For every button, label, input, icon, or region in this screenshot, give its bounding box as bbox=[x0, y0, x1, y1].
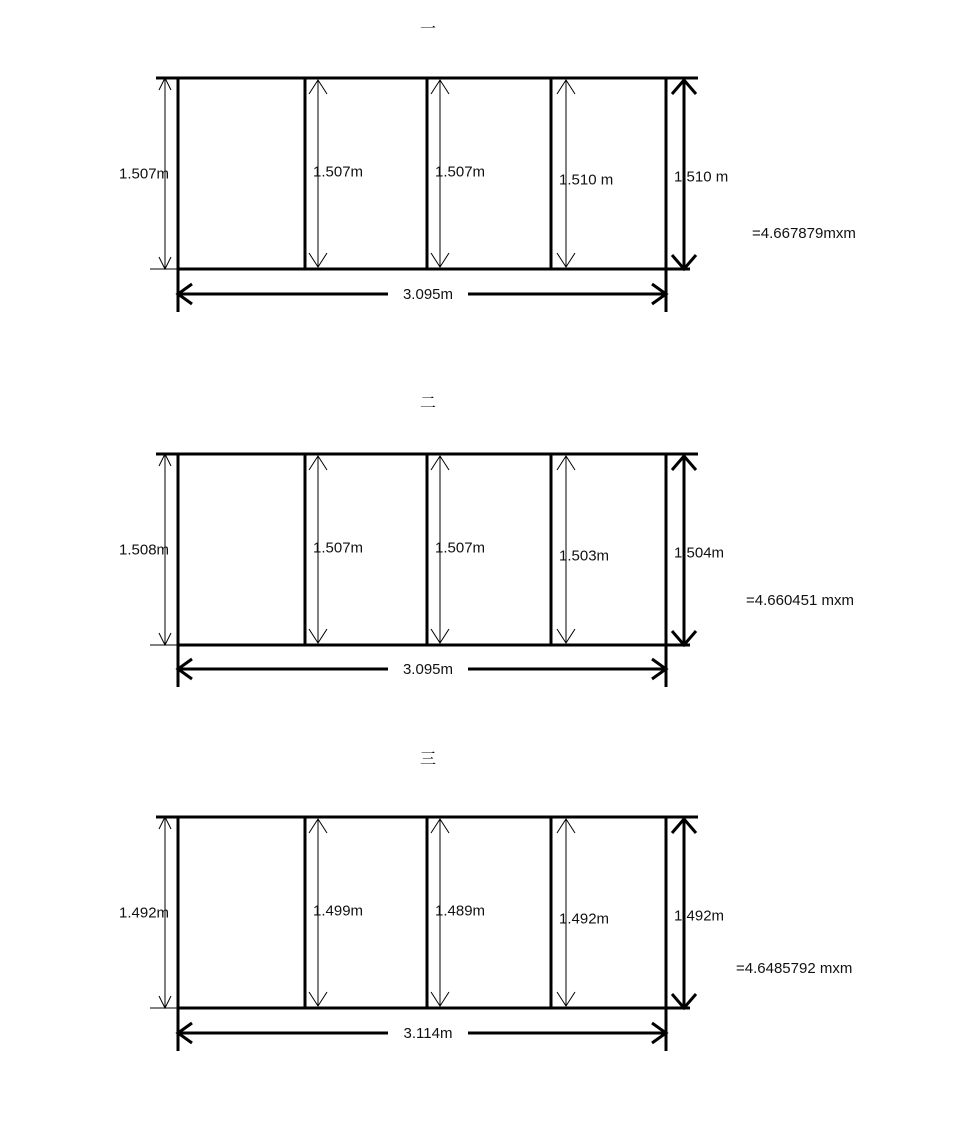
height-label-left: 1.507m bbox=[119, 165, 170, 183]
height-label-right: 1.504m bbox=[674, 544, 725, 562]
diagram-title: 一 bbox=[419, 19, 437, 38]
width-label: 3.095m bbox=[402, 286, 454, 303]
diagram-2 bbox=[119, 393, 854, 687]
diagram-title: 二 bbox=[419, 393, 437, 412]
diagram-1 bbox=[119, 19, 856, 312]
area-result: =4.660451 mxm bbox=[746, 592, 854, 609]
height-label-left: 1.508m bbox=[119, 541, 170, 559]
area-result: =4.667879mxm bbox=[752, 225, 856, 242]
height-label-left: 1.492m bbox=[119, 904, 170, 922]
height-label-panel-3: 1.510 m bbox=[559, 171, 614, 189]
area-result: =4.6485792 mxm bbox=[736, 960, 853, 977]
height-label-panel-2: 1.507m bbox=[435, 163, 486, 181]
height-label-panel-3: 1.492m bbox=[559, 910, 610, 928]
width-label: 3.114m bbox=[403, 1025, 453, 1042]
height-label-panel-3: 1.503m bbox=[559, 547, 610, 565]
diagram-3 bbox=[119, 749, 852, 1051]
height-label-right: 1.510 m bbox=[674, 168, 729, 186]
height-label-panel-1: 1.507m bbox=[313, 163, 364, 181]
height-label-panel-1: 1.507m bbox=[313, 539, 364, 557]
height-label-panel-2: 1.489m bbox=[435, 902, 486, 920]
diagram-title: 三 bbox=[419, 749, 437, 768]
height-label-panel-2: 1.507m bbox=[435, 539, 486, 557]
height-label-panel-1: 1.499m bbox=[313, 902, 364, 920]
height-label-right: 1.492m bbox=[674, 907, 725, 925]
width-label: 3.095m bbox=[402, 661, 454, 678]
